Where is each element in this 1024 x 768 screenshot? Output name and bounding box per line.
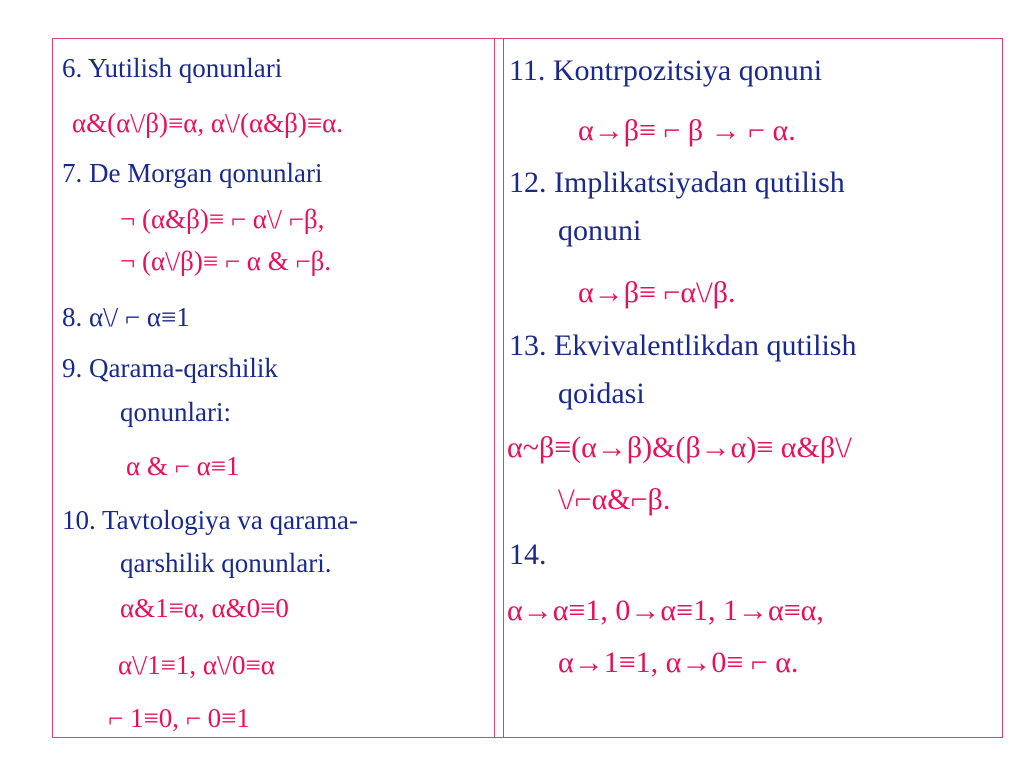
formula-6: α&(α\/β)≡α, α\/(α&β)≡α.: [72, 108, 344, 138]
formula-7a: ¬ (α&β)≡ ⌐ α\/ ⌐β,: [120, 204, 325, 234]
formula-10c: ⌐ 1≡0, ⌐ 0≡1: [108, 703, 250, 733]
heading-12b: qonuni: [558, 214, 642, 247]
heading-9a: 9. Qarama-qarshilik: [62, 353, 278, 383]
formula-13a: α~β≡(α→β)&(β→α)≡ α&β\/: [507, 431, 852, 464]
heading-9b: qonunlari:: [120, 397, 231, 427]
formula-9: α & ⌐ α≡1: [126, 451, 240, 481]
formula-14b: α→1≡1, α→0≡ ⌐ α.: [558, 646, 799, 679]
heading-11: 11. Kontrpozitsiya qonuni: [509, 54, 823, 87]
heading-13b: qoidasi: [558, 377, 645, 410]
formula-14a: α→α≡1, 0→α≡1, 1→α≡α,: [507, 594, 824, 627]
heading-10a: 10. Tavtologiya va qarama-: [62, 505, 359, 535]
heading-7: 7. De Morgan qonunlari: [62, 158, 323, 188]
formula-11: α→β≡ ⌐ β → ⌐ α.: [578, 114, 796, 147]
formula-7b: ¬ (α\/β)≡ ⌐ α & ⌐β.: [120, 246, 332, 276]
heading-13a: 13. Ekvivalentlikdan qutilish: [509, 329, 857, 362]
heading-12a: 12. Implikatsiyadan qutilish: [509, 166, 845, 199]
heading-10b: qarshilik qonunlari.: [120, 548, 332, 578]
heading-6: 6. Yutilish qonunlari: [62, 53, 283, 83]
formula-10b: α\/1≡1, α\/0≡α: [118, 650, 275, 680]
formula-10a: α&1≡α, α&0≡0: [120, 593, 289, 623]
formula-13b: \/⌐α&⌐β.: [558, 483, 671, 516]
formula-12: α→β≡ ⌐α\/β.: [578, 276, 736, 309]
heading-14: 14.: [509, 538, 547, 571]
table-frame: [52, 38, 1003, 738]
heading-8: 8. α\/ ⌐ α≡1: [62, 302, 190, 332]
